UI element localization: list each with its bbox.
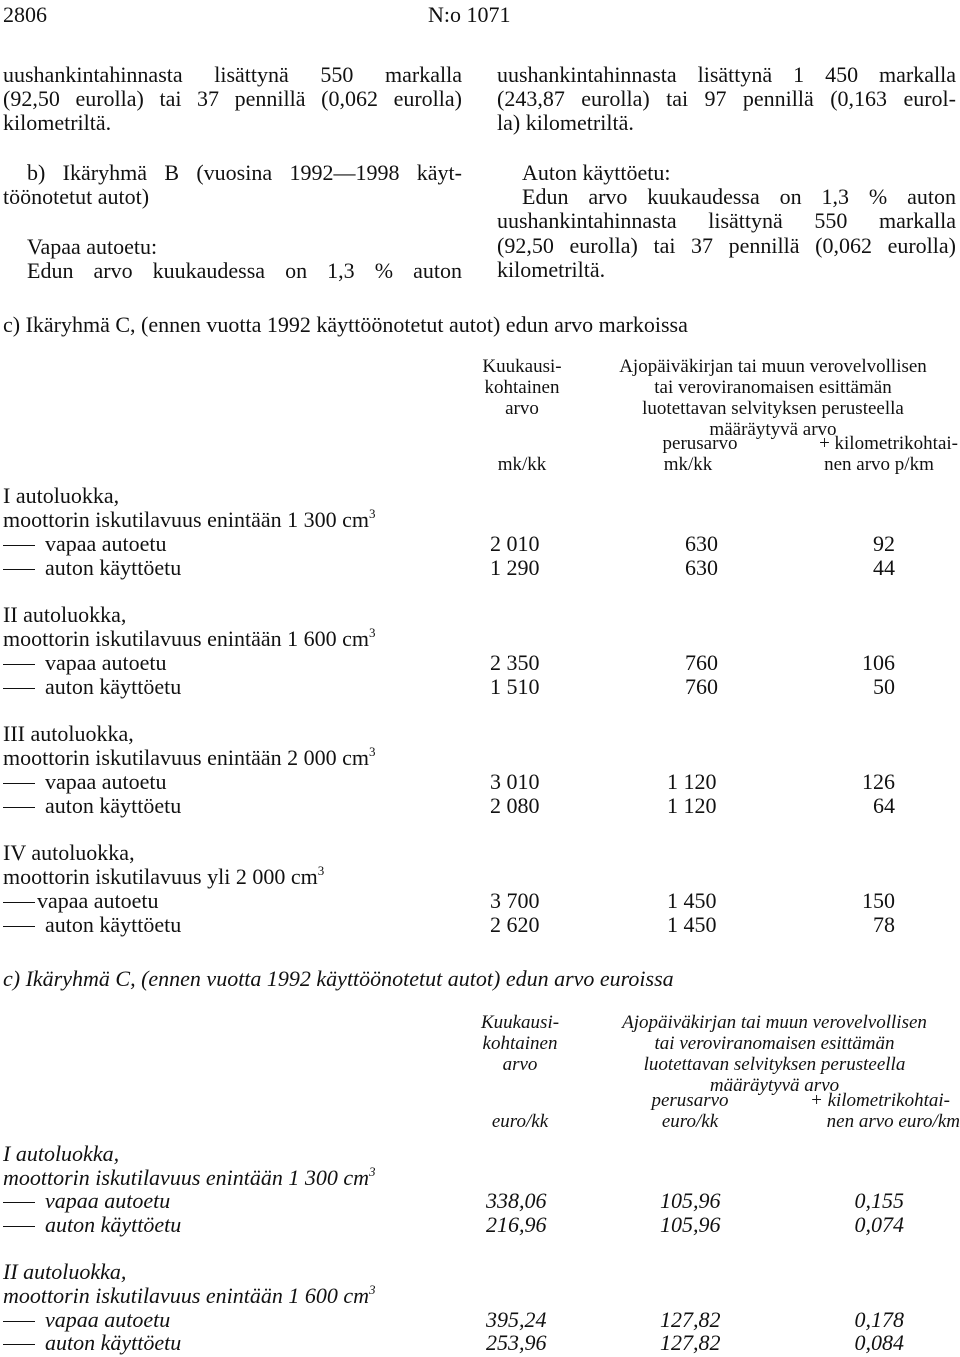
table-cell-monthly: 2 350 (490, 650, 540, 675)
table-row: auton käyttöetu (3, 556, 181, 580)
table-eur-head-base: perusarvo (651, 1090, 729, 1111)
table-row: vapaa autoetu (3, 1308, 170, 1332)
table-cell-km: 150 (862, 888, 895, 913)
table-cell-base: 1 120 (667, 793, 717, 818)
table-eur-group-name: I autoluokka, (3, 1141, 120, 1166)
page-number: 2806 (3, 2, 47, 27)
table-cell-base: 105,96 (660, 1212, 721, 1237)
table-row: vapaa autoetu (3, 651, 167, 675)
table-row: auton käyttöetu (3, 794, 181, 818)
table-mk-group-engine: moottorin iskutilavuus yli 2 000 $cm^3$ (3, 863, 325, 889)
table-cell-km: 0,178 (854, 1307, 904, 1332)
table-row: vapaa autoetu (3, 532, 167, 556)
table-mk-head-monthly: Kuukausi- kohtainen arvo (482, 356, 562, 419)
table-cell-monthly: 2 620 (490, 912, 540, 937)
table-cell-base: 630 (685, 531, 718, 556)
table-cell-km: 44 (873, 555, 895, 580)
table-cell-monthly: 338,06 (486, 1188, 547, 1213)
table-row: vapaa autoetu (3, 1189, 170, 1213)
right-paragraph-line: (243,87 eurolla) tai 97 pennillä (0,163 eurol- (497, 86, 956, 111)
table-eur-group-engine: moottorin iskutilavuus enintään 1 600 $cm^3$ (3, 1282, 376, 1308)
table-cell-monthly: 3 700 (490, 888, 540, 913)
table-cell-monthly: 395,24 (486, 1307, 547, 1332)
table-cell-monthly: 2 010 (490, 531, 540, 556)
table-cell-base: 630 (685, 555, 718, 580)
table-mk-head-log: Ajopäiväkirjan tai muun verovelvollisen tai veroviranomaisen esittämän luotettavan selvityksen perusteella määräytyvä arvo (619, 356, 927, 440)
table-mk-group-name: II autoluokka, (3, 602, 127, 627)
table-cell-monthly: 1 510 (490, 674, 540, 699)
table-eur-unit-base: euro/kk (661, 1111, 719, 1132)
free-benefit-label: Vapaa autoetu: (27, 234, 158, 259)
table-row: auton käyttöetu (3, 675, 181, 699)
table-cell-km: 126 (862, 769, 895, 794)
table-mk-unit-base: mk/kk (663, 454, 713, 475)
use-benefit-text: (92,50 eurolla) tai 37 pennillä (0,062 eurolla) (497, 233, 956, 258)
table-cell-base: 1 450 (667, 912, 717, 937)
table-mk-group-engine: moottorin iskutilavuus enintään 1 300 $cm^3$ (3, 506, 376, 532)
table-cell-base: 1 450 (667, 888, 717, 913)
table-cell-monthly: 253,96 (486, 1330, 547, 1355)
table-cell-base: 760 (685, 650, 718, 675)
table-cell-km: 0,084 (854, 1330, 904, 1355)
use-benefit-label: Auton käyttöetu: (522, 160, 671, 185)
table-mk-group-engine: moottorin iskutilavuus enintään 2 000 $cm^3$ (3, 744, 376, 770)
table-mk-title: c) Ikäryhmä C, (ennen vuotta 1992 käyttöönotetut autot) edun arvo markoissa (3, 312, 688, 337)
free-benefit-text: Edun arvo kuukaudessa on 1,3 % auton (27, 258, 462, 283)
table-eur-title: c) Ikäryhmä C, (ennen vuotta 1992 käyttöönotetut autot) edun arvo euroissa (3, 966, 674, 991)
table-row: vapaa autoetu (3, 889, 159, 913)
table-cell-base: 1 120 (667, 769, 717, 794)
section-b-heading: töönotetut autot) (3, 184, 150, 209)
table-mk-group-engine: moottorin iskutilavuus enintään 1 600 $cm^3$ (3, 625, 376, 651)
table-row: auton käyttöetu (3, 913, 181, 937)
table-cell-monthly: 1 290 (490, 555, 540, 580)
table-eur-head-km: + kilometrikohtai- nen arvo euro/km (810, 1090, 960, 1132)
use-benefit-text: uushankintahinnasta lisättynä 550 markalla (497, 208, 956, 233)
table-cell-monthly: 3 010 (490, 769, 540, 794)
table-mk-group-name: I autoluokka, (3, 483, 120, 508)
right-paragraph-line: la) kilometriltä. (497, 110, 634, 135)
section-b-heading: b) Ikäryhmä B (vuosina 1992—1998 käyt- (27, 160, 462, 185)
table-cell-km: 64 (873, 793, 895, 818)
table-row: vapaa autoetu (3, 770, 167, 794)
table-cell-base: 760 (685, 674, 718, 699)
table-mk-group-name: III autoluokka, (3, 721, 134, 746)
use-benefit-text: Edun arvo kuukaudessa on 1,3 % auton (522, 184, 956, 209)
table-cell-monthly: 216,96 (486, 1212, 547, 1237)
table-mk-head-km: + kilometrikohtai- nen arvo p/km (819, 433, 958, 475)
table-cell-km: 0,074 (854, 1212, 904, 1237)
table-cell-km: 50 (873, 674, 895, 699)
table-mk-group-name: IV autoluokka, (3, 840, 135, 865)
table-mk-head-base: perusarvo (662, 433, 738, 454)
table-cell-km: 92 (873, 531, 895, 556)
use-benefit-text: kilometriltä. (497, 257, 606, 282)
table-eur-group-engine: moottorin iskutilavuus enintään 1 300 $cm^3$ (3, 1164, 376, 1190)
table-cell-km: 78 (873, 912, 895, 937)
left-paragraph-line: uushankintahinnasta lisättynä 550 markalla (3, 62, 462, 87)
table-eur-head-log: Ajopäiväkirjan tai muun verovelvollisen tai veroviranomaisen esittämän luotettavan selvityksen perusteella määräytyvä arvo (622, 1012, 927, 1096)
table-eur-head-monthly: Kuukausi- kohtainen arvo (480, 1012, 560, 1075)
table-row: auton käyttöetu (3, 1213, 181, 1237)
table-cell-base: 105,96 (660, 1188, 721, 1213)
right-paragraph-line: uushankintahinnasta lisättynä 1 450 markalla (497, 62, 956, 87)
table-cell-base: 127,82 (660, 1307, 721, 1332)
table-cell-base: 127,82 (660, 1330, 721, 1355)
table-mk-unit-monthly: mk/kk (497, 454, 547, 475)
left-paragraph-line: kilometriltä. (3, 110, 112, 135)
left-paragraph-line: (92,50 eurolla) tai 37 pennillä (0,062 eurolla) (3, 86, 462, 111)
table-eur-group-name: II autoluokka, (3, 1259, 127, 1284)
table-eur-unit-monthly: euro/kk (491, 1111, 549, 1132)
issue-number: N:o 1071 (428, 2, 511, 27)
table-cell-km: 0,155 (854, 1188, 904, 1213)
table-cell-km: 106 (862, 650, 895, 675)
table-row: auton käyttöetu (3, 1331, 181, 1355)
table-cell-monthly: 2 080 (490, 793, 540, 818)
